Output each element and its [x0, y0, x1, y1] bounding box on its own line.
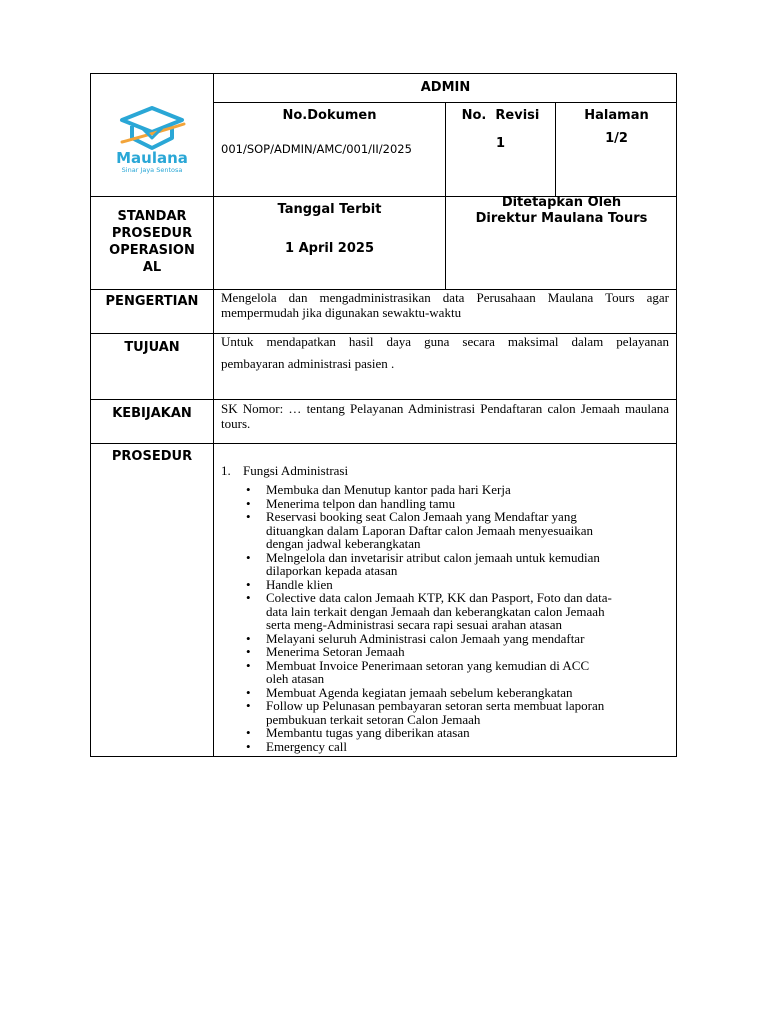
prosedur-heading-text: Fungsi Administrasi [243, 463, 349, 478]
prosedur-heading [221, 463, 669, 478]
approved-by-line-2: Direktur Maulana Tours [475, 211, 648, 226]
prosedur-item [218, 645, 673, 659]
prosedur-item [218, 551, 673, 578]
sop-title-line-3: OPERASION [109, 243, 195, 258]
prosedur-item-line: Membuka dan Menutup kantor pada hari Kerja [266, 482, 511, 497]
prosedur-item-line: dilaporkan kepada atasan [266, 563, 398, 578]
graduation-cap-icon [100, 104, 204, 152]
row-divider-tujuan [90, 399, 677, 400]
prosedur-item [218, 659, 673, 686]
column-divider [213, 73, 214, 757]
page-value: 1/2 [605, 131, 628, 146]
prosedur-item [218, 699, 673, 726]
prosedur-item [218, 591, 673, 632]
company-logo [100, 104, 204, 186]
prosedur-item [218, 686, 673, 700]
prosedur-item-line: dengan jadwal keberangkatan [266, 536, 421, 551]
kebijakan-label: KEBIJAKAN [112, 406, 192, 421]
prosedur-item-line: Emergency call [266, 738, 347, 754]
row-divider-kebijakan [90, 443, 677, 444]
department-title: ADMIN [420, 80, 471, 95]
prosedur-item-line: Menerima Setoran Jemaah [266, 644, 405, 659]
prosedur-item-line: Handle klien [266, 576, 333, 592]
prosedur-item [218, 497, 673, 511]
bullet-dot: • [246, 509, 251, 524]
prosedur-item [218, 632, 673, 646]
kebijakan-text: SK Nomor: … tentang Pelayanan Administrasi Pendaftaran calon Jemaah maulana tours. [221, 401, 669, 431]
prosedur-item [218, 578, 673, 592]
bullet-dot: • [246, 738, 251, 754]
logo-tagline: Sinar Jaya Sentosa [121, 166, 183, 174]
bullet-dot: • [246, 576, 251, 592]
sop-title [91, 208, 213, 276]
prosedur-item-line: Membuat Agenda kegiatan jemaah sebelum keberangkatan [266, 684, 573, 700]
prosedur-item [218, 726, 673, 740]
bullet-dot: • [246, 549, 251, 565]
approved-by-line-1: Ditetapkan Oleh [501, 195, 622, 210]
bullet-dot: • [246, 630, 251, 646]
bullet-dot: • [246, 482, 251, 497]
page-label: Halaman [584, 108, 649, 123]
prosedur-list [218, 483, 673, 753]
prosedur-item [218, 740, 673, 754]
bullet-dot: • [246, 725, 251, 740]
issue-date-label: Tanggal Terbit [277, 202, 382, 217]
prosedur-item-line: pembukuan terkait setoran Calon Jemaah [266, 711, 481, 727]
bullet-dot: • [246, 644, 251, 659]
prosedur-item-line: oleh atasan [266, 671, 325, 686]
bullet-dot: • [246, 698, 251, 713]
prosedur-item-line: Follow up Pelunasan pembayaran setoran serta membuat laporan [266, 698, 605, 713]
prosedur-item-line: data lain terkait dengan Jemaah dan keberangkatan calon Jemaah [266, 603, 605, 619]
pengertian-text: Mengelola dan mengadministrasikan data Perusahaan Maulana Tours agar mempermudah jika digunakan sewaktu-waktu [221, 290, 669, 320]
tujuan-line-1: Untuk mendapatkan hasil daya guna secara maksimal dalam pelayanan [221, 334, 669, 349]
prosedur-item [218, 483, 673, 497]
prosedur-item-line: Colective data calon Jemaah KTP, KK dan Pasport, Foto dan data- [266, 590, 612, 605]
approved-by [446, 195, 677, 227]
prosedur-item-line: dituangkan dalam Laporan Daftar calon Jemaah menyesuaikan [266, 522, 594, 538]
pengertian-label: PENGERTIAN [105, 294, 199, 309]
prosedur-heading-number: 1. [221, 463, 231, 478]
logo-brand: Maulana [116, 149, 188, 167]
prosedur-item-line: Melayani seluruh Administrasi calon Jemaah yang mendaftar [266, 630, 585, 646]
bullet-list [218, 483, 673, 753]
prosedur-item [218, 510, 673, 551]
issue-date-value: 1 April 2025 [285, 241, 374, 256]
sop-title-line-1: STANDAR [117, 209, 187, 224]
prosedur-item-line: serta meng-Administrasi secara rapi sesuai arahan atasan [266, 617, 562, 632]
bullet-dot: • [246, 684, 251, 700]
bullet-dot: • [246, 495, 251, 511]
prosedur-item-line: Menerima telpon dan handling tamu [266, 495, 456, 511]
sop-title-line-2: PROSEDUR [111, 226, 193, 241]
prosedur-item-line: Melngelola dan invetarisir atribut calon jemaah untuk kemudian [266, 549, 600, 565]
prosedur-item-line: Membuat Invoice Penerimaan setoran yang kemudian di ACC [266, 657, 590, 673]
prosedur-item-line: Reservasi booking seat Calon Jemaah yang Mendaftar yang [266, 509, 577, 524]
revision-label: No. Revisi [461, 108, 540, 123]
tujuan-line-2: pembayaran administrasi pasien . [221, 356, 395, 371]
prosedur-item-line: Membantu tugas yang diberikan atasan [266, 725, 470, 740]
sop-title-line-4: AL [142, 260, 162, 275]
prosedur-label: PROSEDUR [111, 449, 193, 464]
bullet-dot: • [246, 590, 251, 605]
tujuan-label: TUJUAN [124, 340, 180, 355]
doc-number-value: 001/SOP/ADMIN/AMC/001/II/2025 [221, 142, 412, 156]
bullet-dot: • [246, 657, 251, 673]
revision-value: 1 [495, 136, 506, 151]
doc-number-label: No.Dokumen [282, 108, 377, 123]
